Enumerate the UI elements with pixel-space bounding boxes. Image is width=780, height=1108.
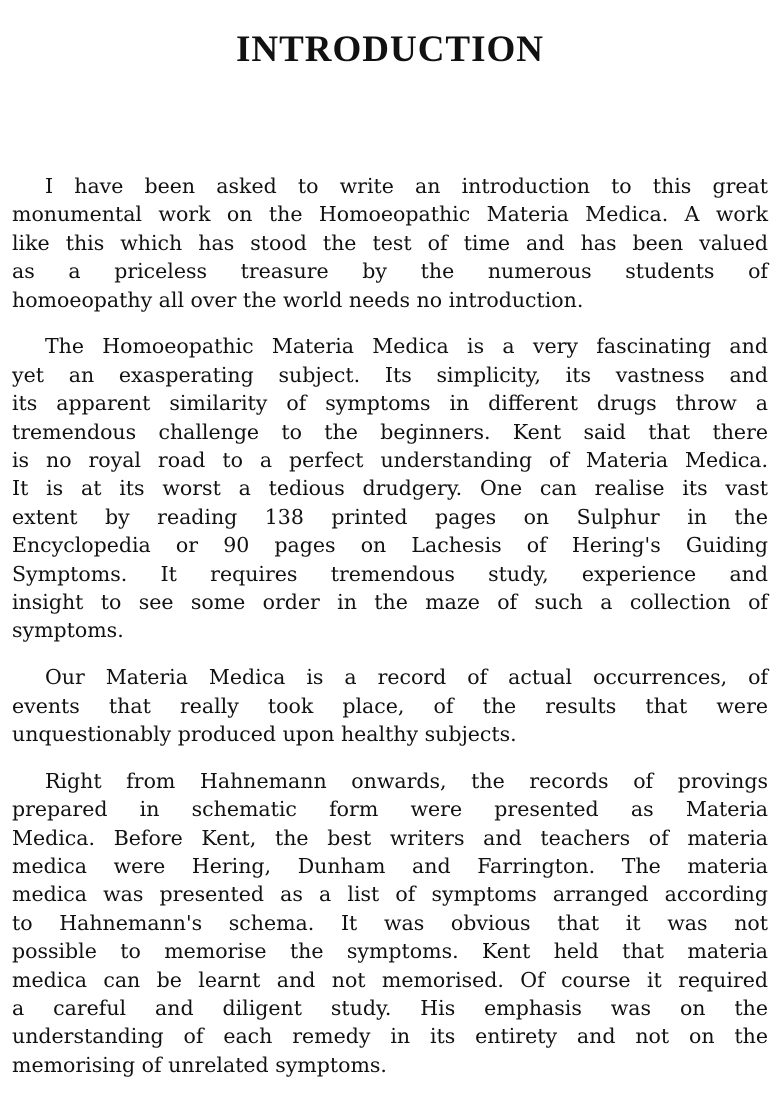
text-line: to Hahnemann's schema. It was obvious that it was not: [12, 910, 768, 935]
text-line: yet an exasperating subject. Its simplicity, its vastness and: [12, 362, 768, 387]
page-title: INTRODUCTION: [235, 29, 545, 70]
text-line: medica can be learnt and not memorised. Of course it required: [12, 967, 768, 992]
text-line: is no royal road to a perfect understanding of Materia Medica.: [12, 448, 768, 473]
text-line: medica was presented as a list of symptoms arranged according: [12, 882, 768, 907]
text-line: Our Materia Medica is a record of actual occurrences, of: [45, 665, 768, 690]
text-line: like this which has stood the test of time and has been valued: [12, 230, 768, 255]
text-line: tremendous challenge to the beginners. Kent said that there: [12, 419, 768, 444]
text-line: extent by reading 138 printed pages on Sulphur in the: [12, 504, 768, 529]
text-line: It is at its worst a tedious drudgery. One can realise its vast: [12, 476, 768, 501]
text-line: homoeopathy all over the world needs no introduction.: [12, 287, 584, 312]
text-line: unquestionably produced upon healthy subjects.: [12, 722, 517, 747]
text-line: medica were Hering, Dunham and Farrington. The materia: [12, 854, 768, 879]
text-line: monumental work on the Homoeopathic Materia Medica. A work: [12, 202, 768, 227]
body-text: [12, 172, 768, 1098]
text-line: memorising of unrelated symptoms.: [12, 1052, 387, 1077]
text-line: possible to memorise the symptoms. Kent held that materia: [12, 939, 768, 964]
text-line: a careful and diligent study. His emphasis was on the: [12, 996, 768, 1021]
text-line: as a priceless treasure by the numerous students of: [12, 259, 768, 284]
text-line: Medica. Before Kent, the best writers and teachers of materia: [12, 825, 768, 850]
text-line: Symptoms. It requires tremendous study, experience and: [12, 561, 768, 586]
text-line: Encyclopedia or 90 pages on Lachesis of Hering's Guiding: [12, 533, 768, 558]
text-line: I have been asked to write an introduction to this great: [45, 174, 768, 198]
paragraph: [12, 663, 768, 748]
text-line: its apparent similarity of symptoms in different drugs throw a: [12, 391, 768, 416]
text-line: prepared in schematic form were presented as Materia: [12, 797, 768, 822]
paragraph: [12, 767, 768, 1079]
text-line: events that really took place, of the results that were: [12, 693, 768, 718]
text-line: understanding of each remedy in its entirety and not on the: [12, 1024, 768, 1049]
text-line: The Homoeopathic Materia Medica is a very fascinating and: [45, 334, 768, 359]
paragraph: [12, 332, 768, 644]
paragraph: [12, 172, 768, 314]
text-line: insight to see some order in the maze of such a collection of: [12, 589, 768, 614]
text-line: Right from Hahnemann onwards, the records of provings: [45, 768, 768, 793]
text-line: symptoms.: [12, 618, 124, 643]
